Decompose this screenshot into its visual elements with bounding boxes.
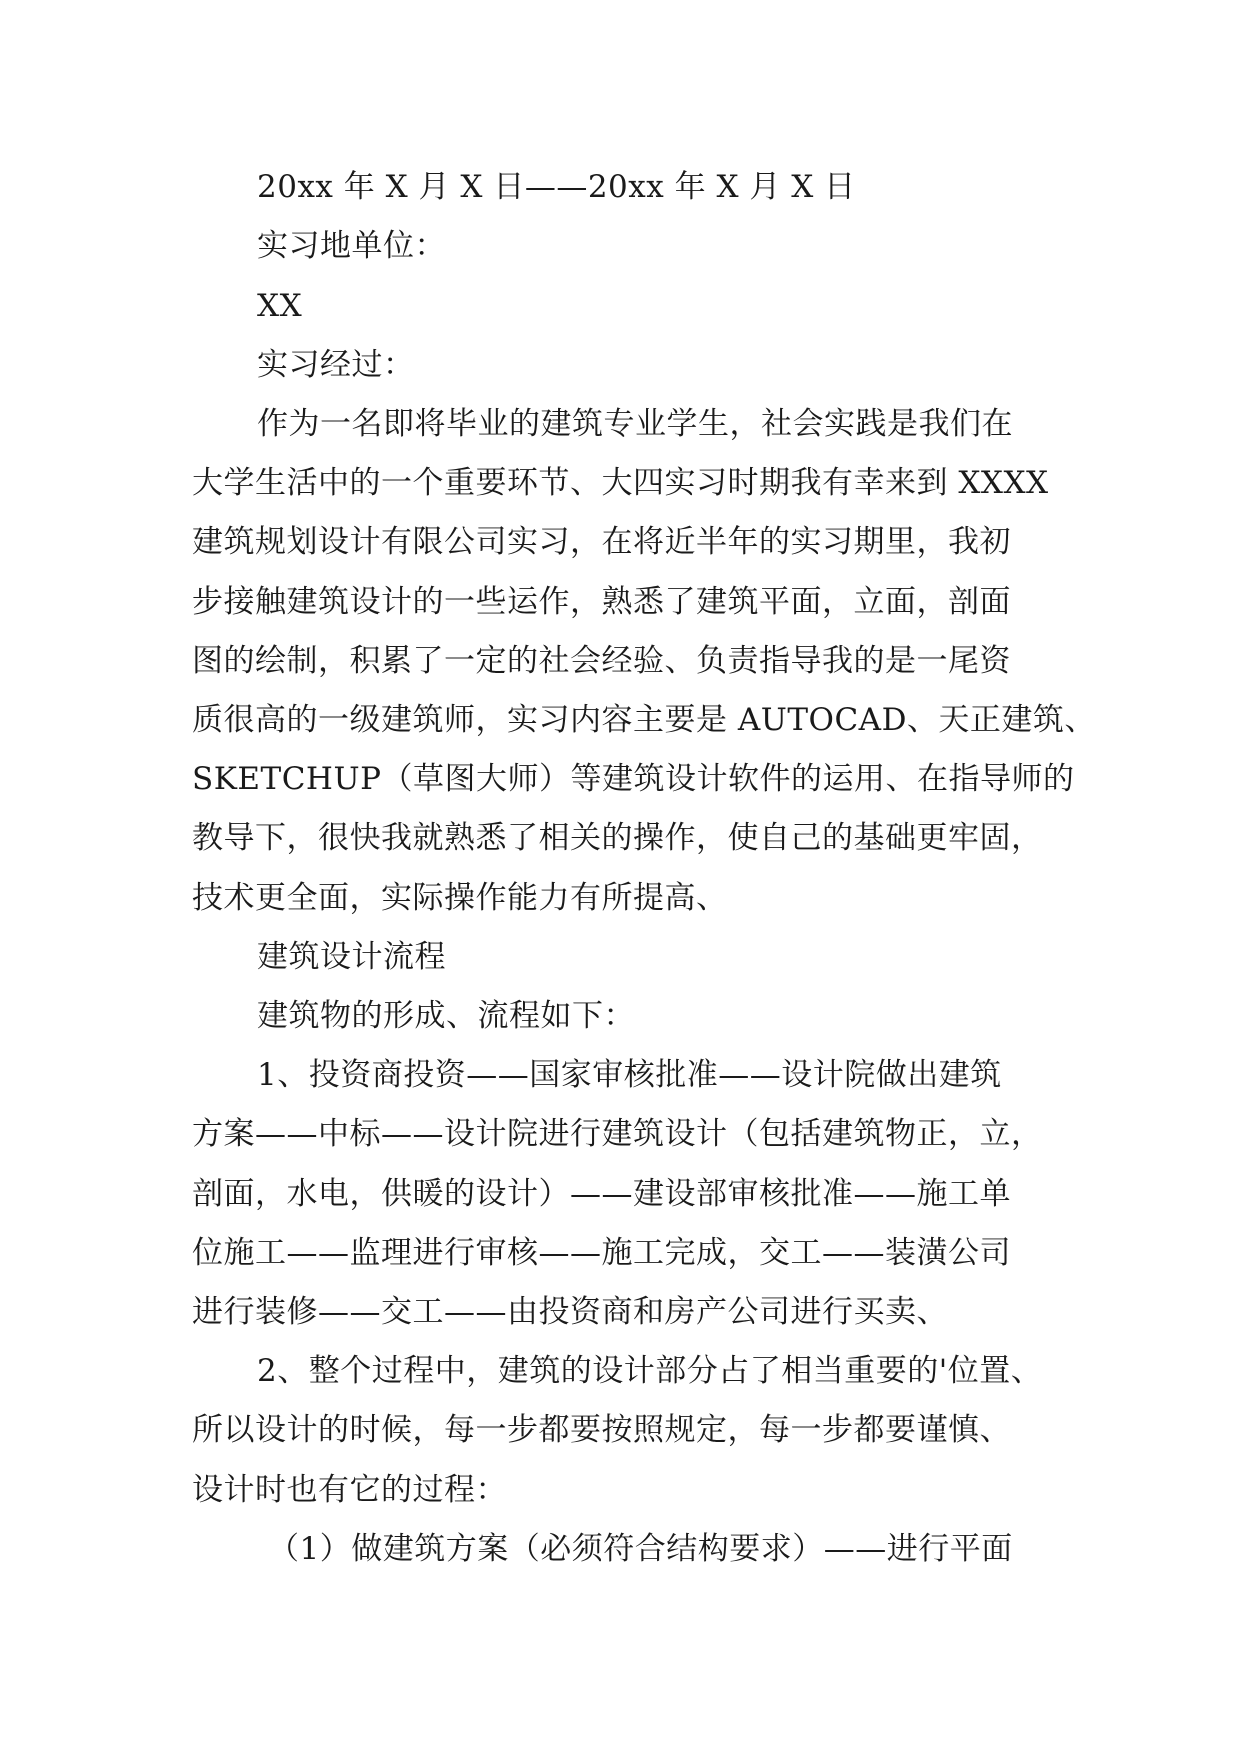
paragraph-line: 1、投资商投资——国家审核批准——设计院做出建筑	[257, 1057, 1002, 1093]
paragraph-line: SKETCHUP（草图大师）等建筑设计软件的运用、在指导师的	[192, 761, 1075, 797]
paragraph-line: 方案——中标——设计院进行建筑设计（包括建筑物正，立，	[192, 1116, 1043, 1152]
paragraph-line: 大学生活中的一个重要环节、大四实习时期我有幸来到 XXXX	[192, 465, 1049, 501]
section-heading: 建筑设计流程	[257, 939, 446, 975]
paragraph-line: 技术更全面，实际操作能力有所提高、	[192, 880, 728, 916]
paragraph-line: 教导下，很快我就熟悉了相关的操作，使自己的基础更牢固，	[192, 820, 1043, 856]
paragraph-line: 建筑规划设计有限公司实习，在将近半年的实习期里，我初	[192, 524, 1011, 560]
internship-unit-label: 实习地单位：	[257, 228, 446, 264]
paragraph-line: 剖面，水电，供暖的设计）——建设部审核批准——施工单	[192, 1176, 1011, 1212]
paragraph-line: 进行装修——交工——由投资商和房产公司进行买卖、	[192, 1294, 948, 1330]
internship-unit-value: XX	[257, 288, 303, 324]
paragraph-line: 图的绘制，积累了一定的社会经验、负责指导我的是一尾资	[192, 643, 1011, 679]
paragraph-line: 质很高的一级建筑师，实习内容主要是 AUTOCAD、天正建筑、	[192, 702, 1096, 738]
paragraph-line: 建筑物的形成、流程如下：	[257, 998, 635, 1034]
internship-period: 20xx 年 X 月 X 日——20xx 年 X 月 X 日	[257, 169, 856, 205]
paragraph-line: 位施工——监理进行审核——施工完成，交工——装潢公司	[192, 1235, 1011, 1271]
paragraph-line: 作为一名即将毕业的建筑专业学生，社会实践是我们在	[257, 406, 1013, 442]
paragraph-line: 设计时也有它的过程：	[192, 1472, 507, 1508]
paragraph-line: （1）做建筑方案（必须符合结构要求）——进行平面	[268, 1531, 1013, 1567]
paragraph-line: 所以设计的时候，每一步都要按照规定，每一步都要谨慎、	[192, 1412, 1011, 1448]
paragraph-line: 步接触建筑设计的一些运作，熟悉了建筑平面，立面，剖面	[192, 584, 1011, 620]
internship-process-label: 实习经过：	[257, 347, 415, 383]
paragraph-line: 2、整个过程中，建筑的设计部分占了相当重要的'位置、	[257, 1353, 1043, 1389]
